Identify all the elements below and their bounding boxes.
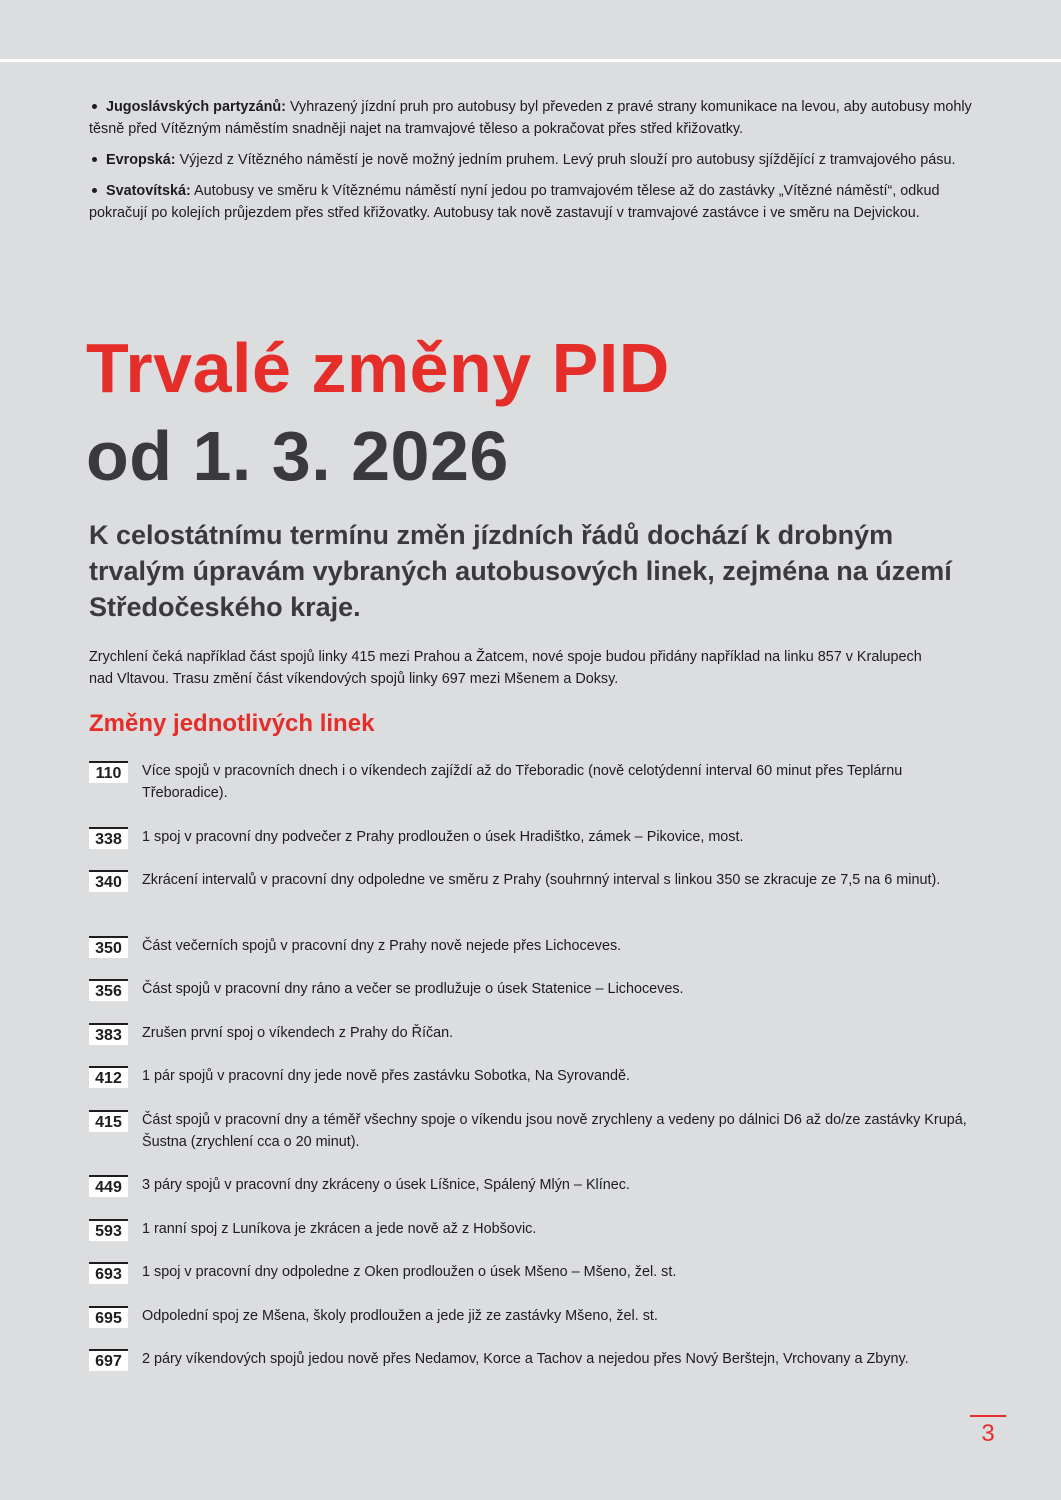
line-number-badge: 338 — [89, 827, 128, 849]
bullet-text: Autobusy ve směru k Vítěznému náměstí nyní jedou po tramvajovém tělese až do zastávky „Vítězné náměstí“, odkud pokračují po kolejích průjezdem přes střed křižovatky. Autobusy tak nově zastavují v tramvajové zastávce i ve směru na Dejvickou. — [89, 183, 940, 221]
line-number-badge: 695 — [89, 1306, 128, 1328]
line-number-badge: 412 — [89, 1066, 128, 1088]
intro-paragraph: Zrychlení čeká například část spojů linky 415 mezi Prahou a Žatcem, nové spoje budou přidány například na linku 857 v Kralupech nad Vltavou. Trasu změní část víkendových spojů linky 697 mezi Mšenem a Doksy. — [89, 649, 922, 687]
page-title: Trvalé změny PID — [86, 329, 670, 407]
line-number-badge: 415 — [89, 1110, 128, 1132]
line-change-text: 1 ranní spoj z Luníkova je zkrácen a jede nově až z Hobšovic. — [142, 1221, 537, 1237]
line-change-text: Část spojů v pracovní dny ráno a večer se prodlužuje o úsek Statenice – Lichoceves. — [142, 981, 684, 997]
line-change-text: 2 páry víkendových spojů jedou nově přes Nedamov, Korce a Tachov a nejedou přes Nový Berštejn, Vrchovany a Zbyny. — [142, 1351, 909, 1367]
line-change-text: Odpolední spoj ze Mšena, školy prodloužen a jede již ze zastávky Mšeno, žel. st. — [142, 1308, 658, 1324]
line-change-text: 1 pár spojů v pracovní dny jede nově přes zastávku Sobotka, Na Syrovandě. — [142, 1068, 630, 1084]
line-number-badge: 110 — [89, 761, 128, 783]
line-change-text: Zrušen první spoj o víkendech z Prahy do Říčan. — [142, 1025, 454, 1041]
line-number-badge: 350 — [89, 936, 128, 958]
line-number-badge: 449 — [89, 1175, 128, 1197]
bullet-dot-icon — [92, 157, 97, 162]
bullet-dot-icon — [92, 104, 97, 109]
bullet-term: Evropská: — [106, 152, 176, 168]
bullet-term: Svatovítská: — [106, 183, 191, 199]
line-change-text: Více spojů v pracovních dnech i o víkendech zajíždí až do Třeboradic (nově celotýdenní interval 60 minut přes Teplárnu Třeboradice). — [142, 763, 903, 801]
section-heading: Změny jednotlivých linek — [89, 710, 375, 737]
bullet-item — [89, 180, 979, 224]
bullet-list — [89, 96, 979, 233]
line-number-badge: 340 — [89, 870, 128, 892]
line-number-badge: 356 — [89, 979, 128, 1001]
bullet-item — [89, 96, 979, 140]
bullet-text: Výjezd z Vítězného náměstí je nově možný jedním pruhem. Levý pruh slouží pro autobusy sjíždějící z tramvajového pásu. — [175, 152, 956, 168]
line-change-text: 1 spoj v pracovní dny odpoledne z Oken prodloužen o úsek Mšeno – Mšeno, žel. st. — [142, 1264, 677, 1280]
line-number-badge: 383 — [89, 1023, 128, 1045]
line-change-text: Část spojů v pracovní dny a téměř všechny spoje o víkendu jsou nově zrychleny a vedeny po dálnici D6 až do/ze zastávky Krupá, Šustna (zrychlení cca o 20 minut). — [142, 1112, 967, 1150]
top-rule — [0, 59, 1061, 62]
line-change-text: 3 páry spojů v pracovní dny zkráceny o úsek Líšnice, Spálený Mlýn – Klínec. — [142, 1177, 630, 1193]
page-number: 3 — [970, 1415, 1006, 1451]
bullet-item — [89, 149, 979, 171]
page-title-date: od 1. 3. 2026 — [86, 417, 509, 495]
bullet-dot-icon — [92, 188, 97, 193]
lead-paragraph: K celostátnímu termínu změn jízdních řádů dochází k drobným trvalým úpravám vybraných autobusových linek, zejména na území Středočeského kraje. — [89, 520, 952, 622]
line-number-badge: 697 — [89, 1349, 128, 1371]
line-number-badge: 693 — [89, 1262, 128, 1284]
line-change-text: Zkrácení intervalů v pracovní dny odpoledne ve směru z Prahy (souhrnný interval s linkou 350 se zkracuje ze 7,5 na 6 minut). — [142, 872, 941, 888]
bullet-text: Vyhrazený jízdní pruh pro autobusy byl převeden z pravé strany komunikace na levou, aby autobusy mohly těsně před Vítězným náměstím snadněji najet na tramvajové těleso a pokračovat přes střed křižovatky. — [89, 99, 972, 137]
line-change-text: Část večerních spojů v pracovní dny z Prahy nově nejede přes Lichoceves. — [142, 938, 622, 954]
line-number-badge: 593 — [89, 1219, 128, 1241]
bullet-term: Jugoslávských partyzánů: — [106, 99, 286, 115]
line-change-text: 1 spoj v pracovní dny podvečer z Prahy prodloužen o úsek Hradištko, zámek – Pikovice, most. — [142, 829, 744, 845]
